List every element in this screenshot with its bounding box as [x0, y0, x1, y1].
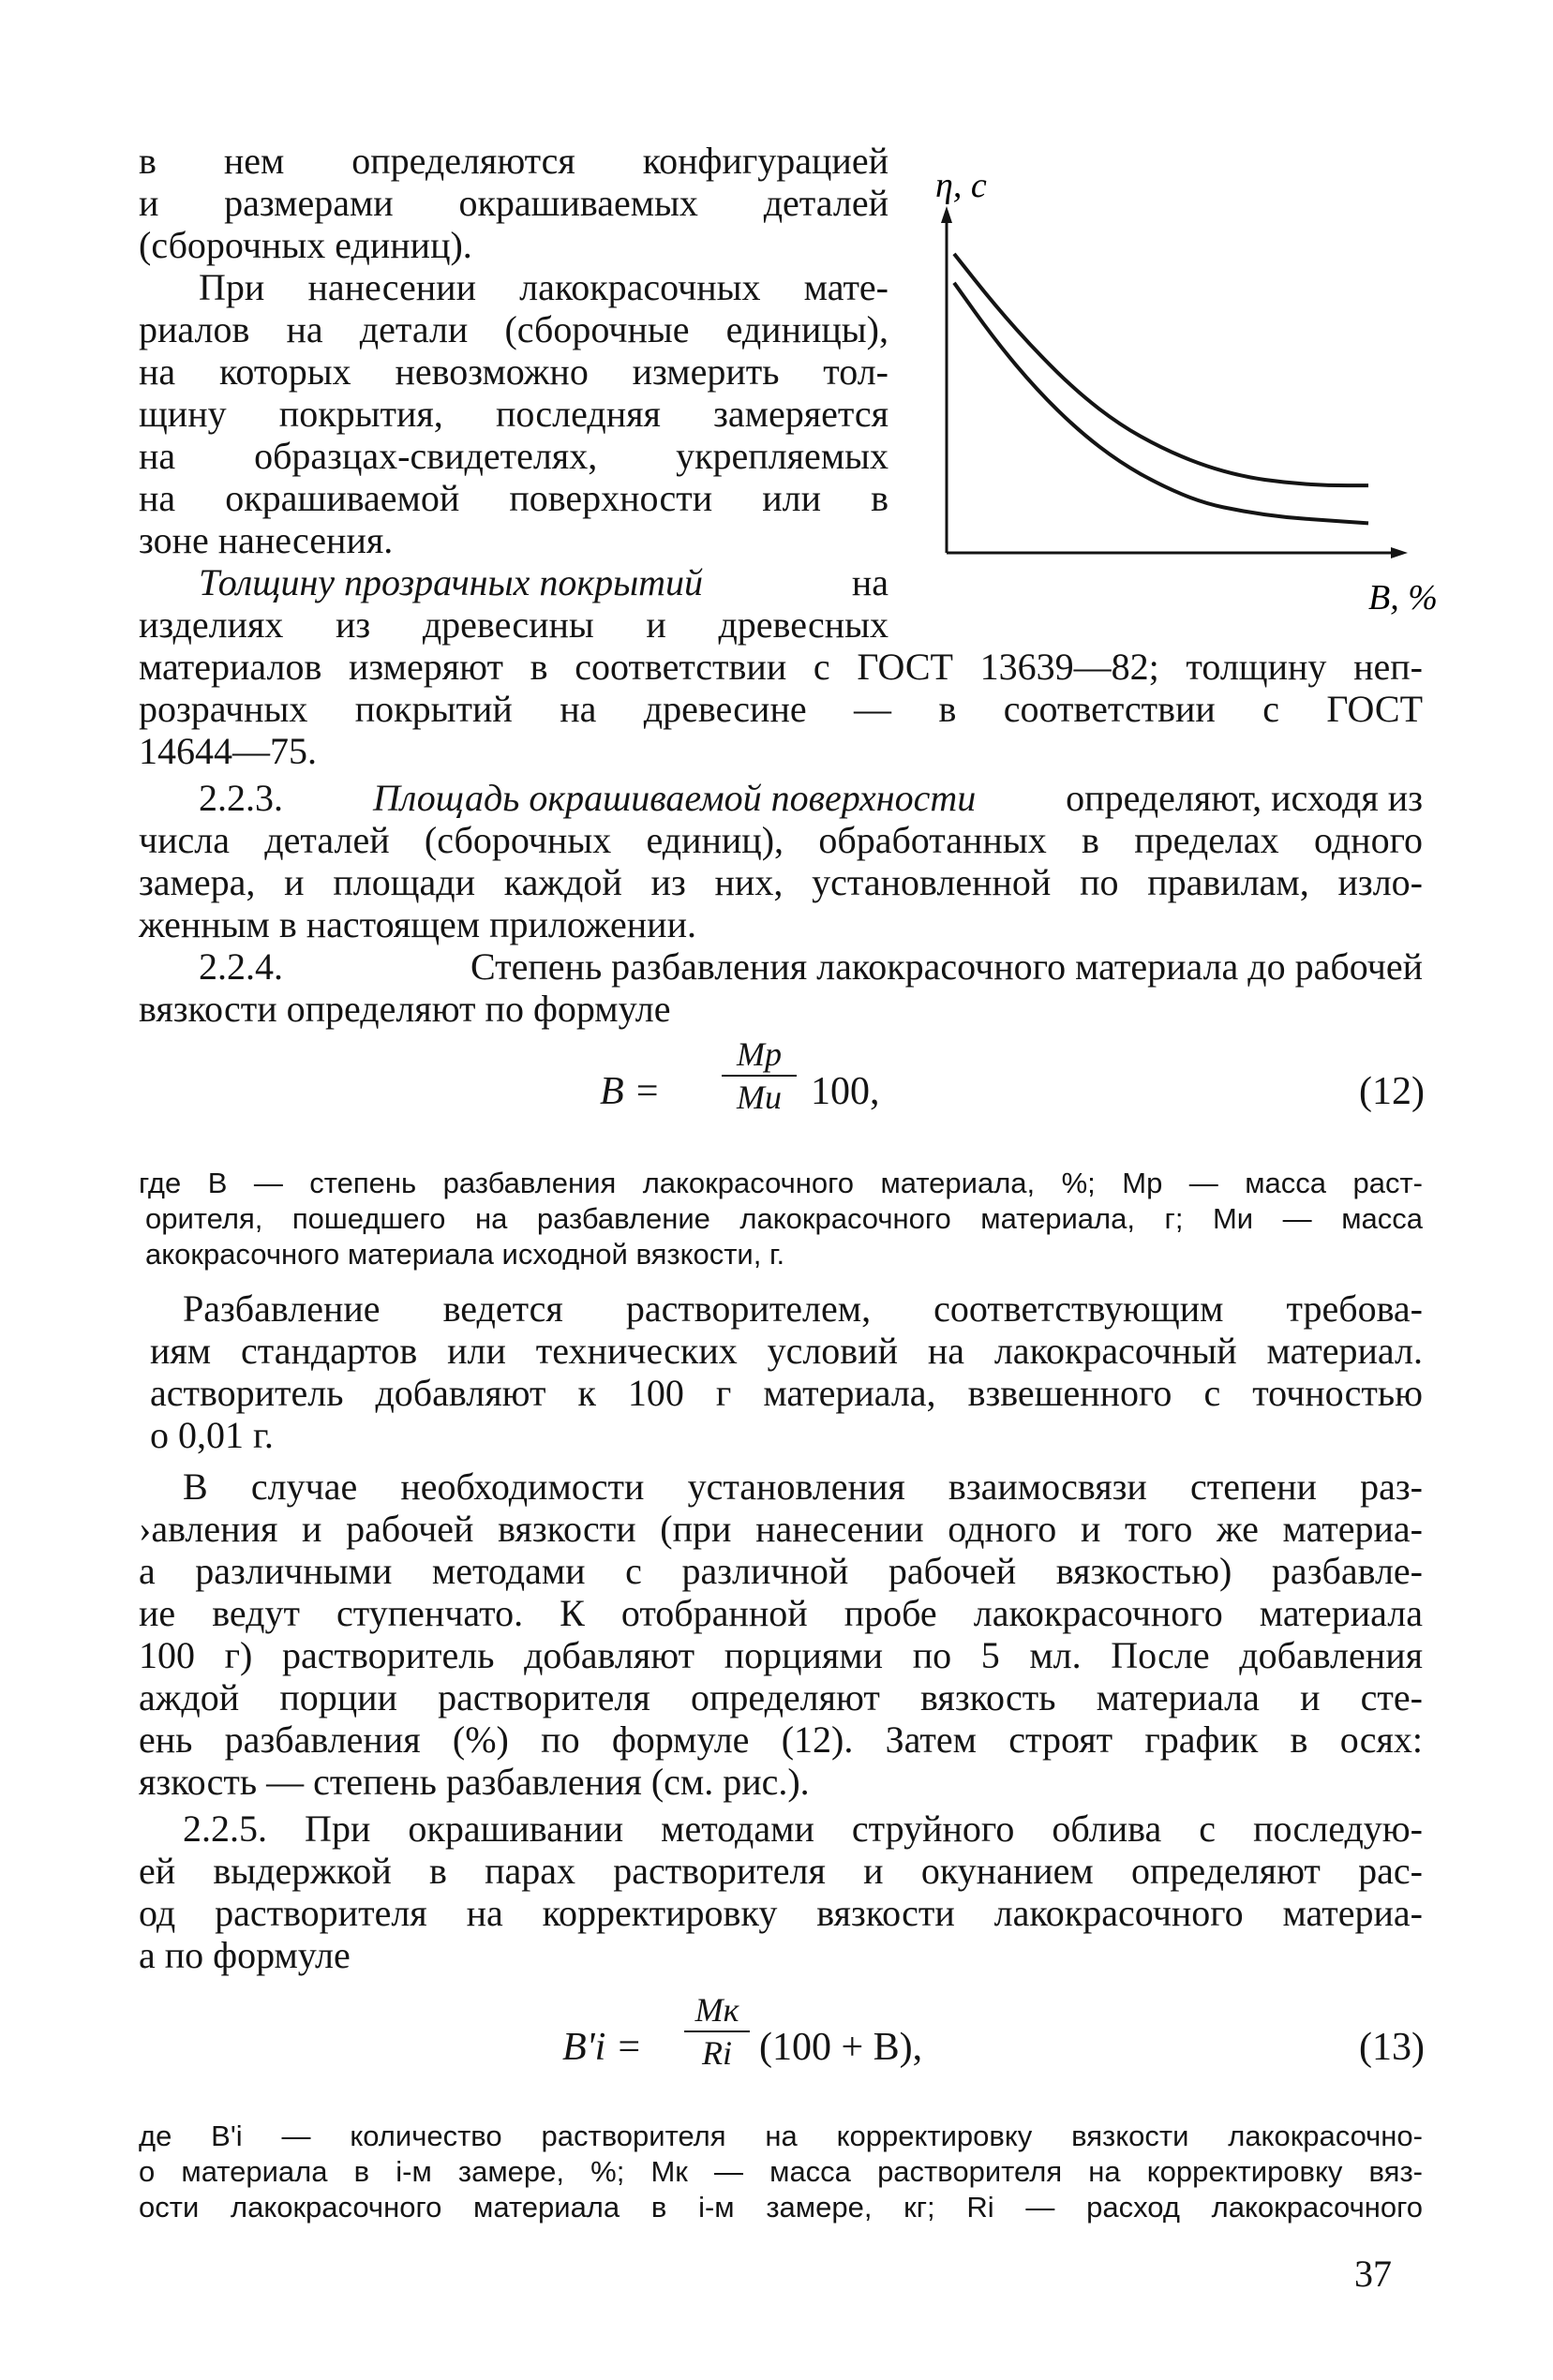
text-line: вязкости определяют по формуле	[139, 988, 671, 1030]
text-line: ие ведут ступенчато. К отобранной пробе лакокрасочного материала	[139, 1592, 1423, 1634]
legend-line: акокрасочного материала исходной вязкости, г.	[145, 1238, 785, 1271]
text-fragment: Степень разбавления лакокрасочного материала до рабочей	[470, 945, 1423, 988]
text-line	[199, 946, 1423, 988]
formula-rhs: 100,	[811, 1070, 880, 1113]
text-line: аждой порции растворителя определяют вязкость материала и сте-	[139, 1676, 1423, 1718]
formula-lhs: B =	[600, 1070, 661, 1113]
text-line: женным в настоящем приложении.	[139, 903, 696, 945]
text-line: В случае необходимости установления взаимосвязи степени раз-	[183, 1465, 1423, 1508]
series-layer	[954, 254, 1368, 523]
section-number: 2.2.4.	[199, 945, 283, 988]
text-line: язкость — степень разбавления (см. рис.).	[139, 1761, 810, 1803]
text-line	[199, 778, 1423, 819]
formula-12	[600, 1035, 1425, 1138]
legend-line: де B'i — количество растворителя на корректировку вязкости лакокрасочно-	[139, 2120, 1423, 2152]
emphasis-text: Толщину прозрачных покрытий	[199, 561, 704, 603]
viscosity-dilution-chart	[928, 159, 1453, 618]
chart-svg	[928, 159, 1453, 618]
emphasis-text: Площадь окрашиваемой поверхности	[372, 777, 977, 819]
formula-fraction	[684, 1991, 750, 2072]
text-line: а по формуле	[139, 1934, 351, 1976]
series-line-2	[954, 283, 1368, 524]
text-line: риалов на детали (сборочные единицы),	[139, 308, 888, 350]
y-axis-arrow	[941, 206, 952, 223]
text-line: щину покрытия, последняя замеряется	[139, 393, 888, 435]
text-line: и размерами окрашиваемых деталей	[139, 182, 888, 224]
fraction-bar	[722, 1075, 797, 1077]
legend-line: о материала в i-м замере, %; Mк — масса растворителя на корректировку вяз-	[139, 2155, 1423, 2188]
text-line: ей выдержкой в парах растворителя и окунанием определяют рас-	[139, 1850, 1423, 1892]
text-line: замера, и площади каждой из них, установленной по правилам, изло-	[139, 861, 1423, 903]
text-line: иям стандартов или технических условий на лакокрасочный материал.	[150, 1330, 1423, 1372]
text-line: изделиях из древесины и древесных	[139, 603, 888, 646]
formula-denominator: Ri	[702, 2034, 732, 2072]
legend-line: где B — степень разбавления лакокрасочного материала, %; Mp — масса раст-	[139, 1167, 1423, 1199]
text-line: розрачных покрытий на древесине — в соответствии с ГОСТ	[139, 688, 1423, 730]
text-line: на окрашиваемой поверхности или в	[139, 477, 888, 519]
text-line: При нанесении лакокрасочных мате-	[199, 266, 888, 308]
formula-numerator: Mк	[694, 1991, 739, 2029]
text-fragment: на	[851, 561, 888, 603]
formula-fraction	[722, 1035, 797, 1116]
text-line: ень разбавления (%) по формуле (12). Затем строят график в осях:	[139, 1718, 1423, 1761]
text-line: 14644—75.	[139, 730, 317, 772]
text-line: од растворителя на корректировку вязкости лакокрасочного материа-	[139, 1892, 1423, 1934]
formula-number: (13)	[1359, 2026, 1425, 2069]
page-number: 37	[1354, 2253, 1392, 2295]
text-line: на образцах-свидетелях, укрепляемых	[139, 435, 888, 477]
x-axis-arrow	[1391, 547, 1408, 558]
fraction-bar	[684, 2030, 750, 2032]
section-number: 2.2.3.	[199, 777, 283, 819]
text-line: а различными методами с различной рабочей вязкостью) разбавле-	[139, 1550, 1423, 1592]
text-fragment: определяют, исходя из	[1066, 777, 1423, 819]
text-line: материалов измеряют в соответствии с ГОСТ 13639—82; толщину неп-	[139, 646, 1423, 688]
x-axis-label: B, %	[1368, 578, 1438, 617]
text-line: о 0,01 г.	[150, 1414, 274, 1456]
y-axis-label: η, c	[935, 166, 987, 205]
text-line: 2.2.5. При окрашивании методами струйного облива с последую-	[183, 1807, 1423, 1850]
text-line: астворитель добавляют к 100 г материала, взвешенного с точностью	[150, 1372, 1423, 1414]
text-line: (сборочных единиц).	[139, 224, 472, 266]
formula-lhs: B'i =	[562, 2026, 643, 2069]
formula-number: (12)	[1359, 1070, 1425, 1113]
text-line: на которых невозможно измерить тол-	[139, 350, 888, 393]
text-line: 100 г) растворитель добавляют порциями по 5 мл. После добавления	[139, 1634, 1423, 1676]
legend-line: орителя, пошедшего на разбавление лакокрасочного материала, г; Mи — масса	[145, 1202, 1423, 1235]
legend-line: ости лакокрасочного материала в i-м замере, кг; Ri — расход лакокрасочного	[139, 2191, 1423, 2224]
text-line	[199, 562, 888, 603]
formula-13	[562, 1991, 1425, 2094]
text-line: числа деталей (сборочных единиц), обработанных в пределах одного	[139, 819, 1423, 861]
text-line: Разбавление ведется растворителем, соответствующим требова-	[183, 1287, 1423, 1330]
text-line: ›авления и рабочей вязкости (при нанесении одного и того же материа-	[139, 1508, 1423, 1550]
formula-rhs: (100 + B),	[759, 2026, 923, 2069]
formula-denominator: Mи	[737, 1078, 782, 1116]
series-line-1	[954, 254, 1368, 485]
formula-numerator: Mp	[737, 1035, 782, 1073]
text-line: зоне нанесения.	[139, 519, 394, 561]
text-line: в нем определяются конфигурацией	[139, 140, 888, 182]
